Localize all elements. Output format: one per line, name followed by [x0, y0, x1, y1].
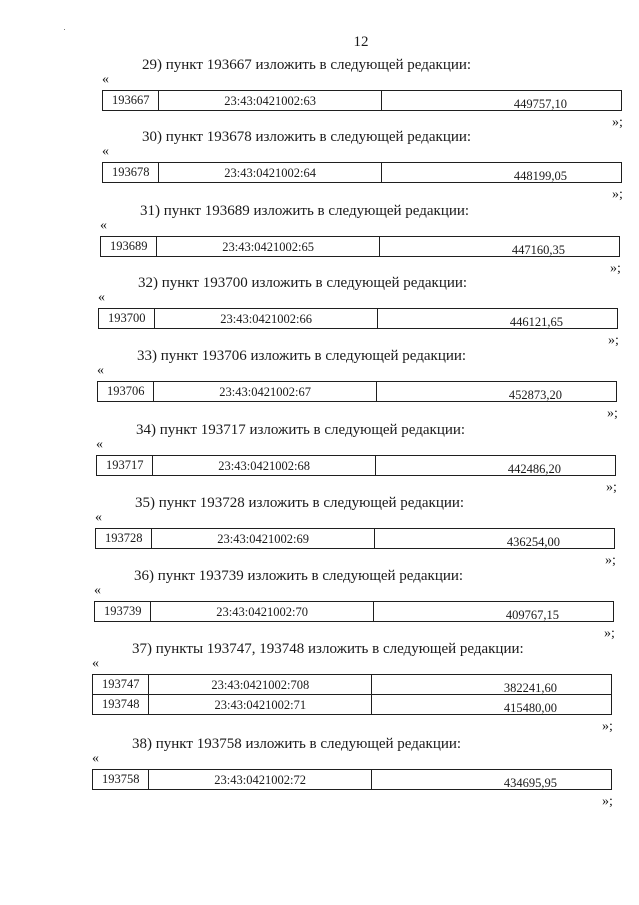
row-id: 193689: [101, 237, 157, 257]
amendment-heading: 31) пункт 193689 изложить в следующей редакции:: [140, 203, 470, 219]
cadastral-value: 409767,15: [373, 602, 613, 622]
opening-quote: «: [94, 583, 101, 598]
cadastral-number: 23:43:0421002:70: [151, 602, 373, 622]
closing-quote: »;: [602, 794, 613, 809]
cadastral-number: 23:43:0421002:66: [155, 309, 377, 329]
closing-quote: »;: [606, 480, 617, 495]
cadastral-number: 23:43:0421002:72: [149, 770, 371, 790]
closing-quote: »;: [602, 719, 613, 734]
row-id: 193747: [93, 675, 149, 695]
table-row: [97, 456, 616, 476]
amendment-table: [94, 601, 614, 622]
cadastral-number: 23:43:0421002:69: [152, 529, 374, 549]
amendment-item: [94, 567, 614, 647]
amendment-heading: 35) пункт 193728 изложить в следующей редакции:: [135, 495, 465, 511]
closing-quote: »;: [612, 187, 623, 202]
opening-quote: «: [92, 656, 99, 671]
table-row: [103, 163, 622, 183]
amendment-item: [100, 202, 620, 282]
amendment-heading: 37) пункты 193747, 193748 изложить в следующей редакции:: [132, 641, 524, 657]
opening-quote: «: [100, 218, 107, 233]
row-id: 193728: [96, 529, 152, 549]
amendment-item: [92, 735, 612, 815]
closing-quote: »;: [604, 626, 615, 641]
amendment-table: [96, 455, 616, 476]
cadastral-value: 447160,35: [379, 237, 619, 257]
amendment-table: [102, 162, 622, 183]
table-row: [93, 695, 612, 715]
table-row: [93, 675, 612, 695]
row-id: 193700: [99, 309, 155, 329]
opening-quote: «: [97, 363, 104, 378]
row-id: 193748: [93, 695, 149, 715]
closing-quote: »;: [610, 261, 621, 276]
cadastral-number: 23:43:0421002:67: [154, 382, 376, 402]
cadastral-value: 415480,00: [372, 695, 612, 715]
opening-quote: «: [102, 72, 109, 87]
cadastral-value: 436254,00: [374, 529, 614, 549]
table-row: [98, 382, 617, 402]
amendment-table: [97, 381, 617, 402]
amendment-table: [100, 236, 620, 257]
page-number: 12: [353, 34, 369, 50]
table-row: [96, 529, 615, 549]
amendment-item: [92, 640, 613, 734]
table-row: [103, 91, 622, 111]
opening-quote: «: [98, 290, 105, 305]
closing-quote: »;: [605, 553, 616, 568]
closing-quote: »;: [612, 115, 623, 130]
amendment-heading: 29) пункт 193667 изложить в следующей редакции:: [142, 57, 472, 73]
amendment-item: [102, 56, 622, 136]
cadastral-value: 452873,20: [376, 382, 616, 402]
amendment-table: [95, 528, 615, 549]
closing-quote: »;: [608, 333, 619, 348]
table-row: [99, 309, 618, 329]
amendment-heading: 34) пункт 193717 изложить в следующей редакции:: [136, 422, 466, 438]
cadastral-number: 23:43:0421002:63: [159, 91, 381, 111]
cadastral-number: 23:43:0421002:71: [149, 695, 372, 715]
cadastral-value: 434695,95: [371, 770, 611, 790]
amendment-table: [98, 308, 618, 329]
cadastral-number: 23:43:0421002:68: [153, 456, 375, 476]
row-id: 193717: [97, 456, 153, 476]
cadastral-number: 23:43:0421002:64: [159, 163, 381, 183]
opening-quote: «: [92, 751, 99, 766]
cadastral-value: 448199,05: [381, 163, 621, 183]
amendment-table: [102, 90, 622, 111]
amendment-item: [95, 494, 615, 574]
amendment-table: [92, 674, 612, 715]
amendment-item: [96, 421, 616, 501]
amendment-item: [98, 274, 618, 354]
row-id: 193678: [103, 163, 159, 183]
row-id: 193739: [95, 602, 151, 622]
cadastral-value: 382241,60: [372, 675, 612, 695]
amendment-heading: 33) пункт 193706 изложить в следующей редакции:: [137, 348, 467, 364]
cadastral-number: 23:43:0421002:708: [149, 675, 372, 695]
table-row: [101, 237, 620, 257]
opening-quote: «: [95, 510, 102, 525]
opening-quote: «: [102, 144, 109, 159]
row-id: 193667: [103, 91, 159, 111]
amendment-heading: 32) пункт 193700 изложить в следующей редакции:: [138, 275, 468, 291]
table-row: [95, 602, 614, 622]
cadastral-value: 442486,20: [375, 456, 615, 476]
amendment-heading: 38) пункт 193758 изложить в следующей редакции:: [132, 736, 462, 752]
row-id: 193758: [93, 770, 149, 790]
amendment-item: [97, 347, 617, 427]
amendment-heading: 30) пункт 193678 изложить в следующей редакции:: [142, 129, 472, 145]
amendment-heading: 36) пункт 193739 изложить в следующей редакции:: [134, 568, 464, 584]
cadastral-value: 446121,65: [377, 309, 617, 329]
cadastral-number: 23:43:0421002:65: [157, 237, 379, 257]
amendment-item: [102, 128, 622, 208]
amendment-table: [92, 769, 612, 790]
table-row: [93, 770, 612, 790]
cadastral-value: 449757,10: [381, 91, 621, 111]
opening-quote: «: [96, 437, 103, 452]
closing-quote: »;: [607, 406, 618, 421]
row-id: 193706: [98, 382, 154, 402]
